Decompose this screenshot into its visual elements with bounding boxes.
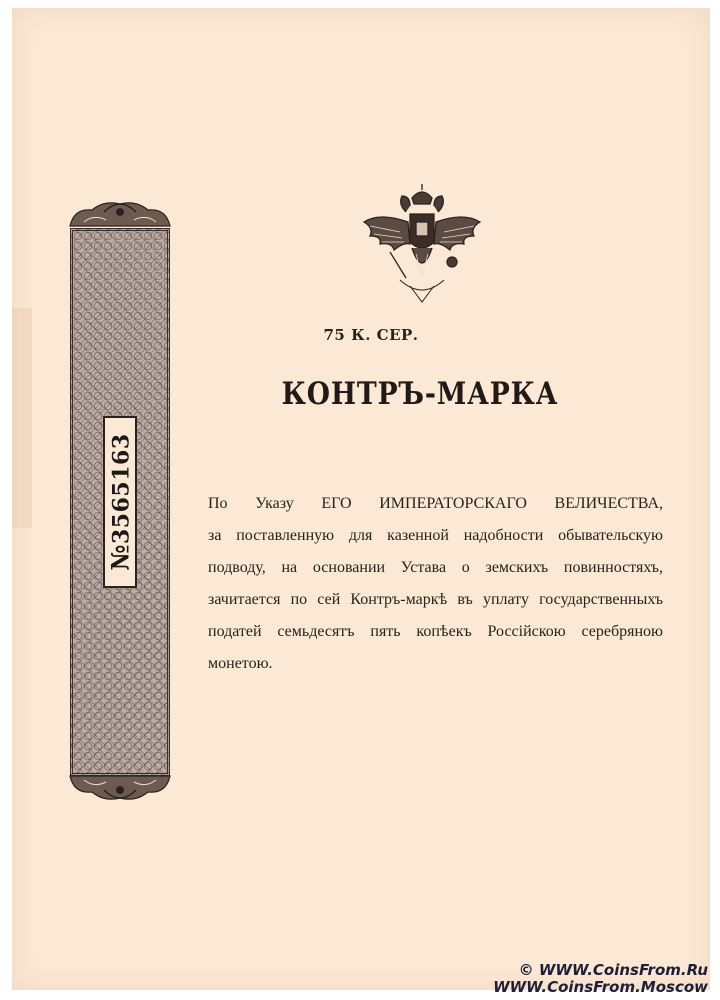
- document-title: КОНТРЪ-МАРКА: [281, 376, 559, 412]
- ornament-bottom: [64, 774, 176, 804]
- serial-prefix: №: [105, 544, 135, 571]
- ornament-top: [64, 198, 176, 228]
- serial-digits: 3565163: [108, 433, 135, 545]
- watermark-line-1: © WWW.CoinsFrom.Ru: [518, 961, 708, 979]
- paragraph-line-5: податей семьдесятъ пять копѣекъ Россiйскою серебряною: [208, 623, 663, 640]
- paragraph-line-6: монетою.: [208, 655, 273, 672]
- body-paragraph: [208, 488, 663, 680]
- serial-number-box: [103, 416, 137, 588]
- paragraph-line-4: зачитается по сей Контръ-маркѣ въ уплату государственныхъ: [208, 591, 663, 608]
- watermark-line-2: WWW.CoinsFrom.Moscow: [493, 978, 708, 996]
- denomination-label: 75 К. СЕР.: [323, 326, 419, 344]
- double-headed-eagle-icon: [360, 182, 484, 304]
- paragraph-line-2: за поставленную для казенной надобности обывательскую: [208, 527, 663, 544]
- serial-number: [106, 433, 135, 570]
- site-watermark: [493, 962, 708, 996]
- paragraph-line-3: подводу, на основании Устава о земскихъ повинностяхъ,: [208, 559, 663, 576]
- paragraph-line-1: По Указу ЕГО ИМПЕРАТОРСКАГО ВЕЛИЧЕСТВА,: [208, 495, 663, 512]
